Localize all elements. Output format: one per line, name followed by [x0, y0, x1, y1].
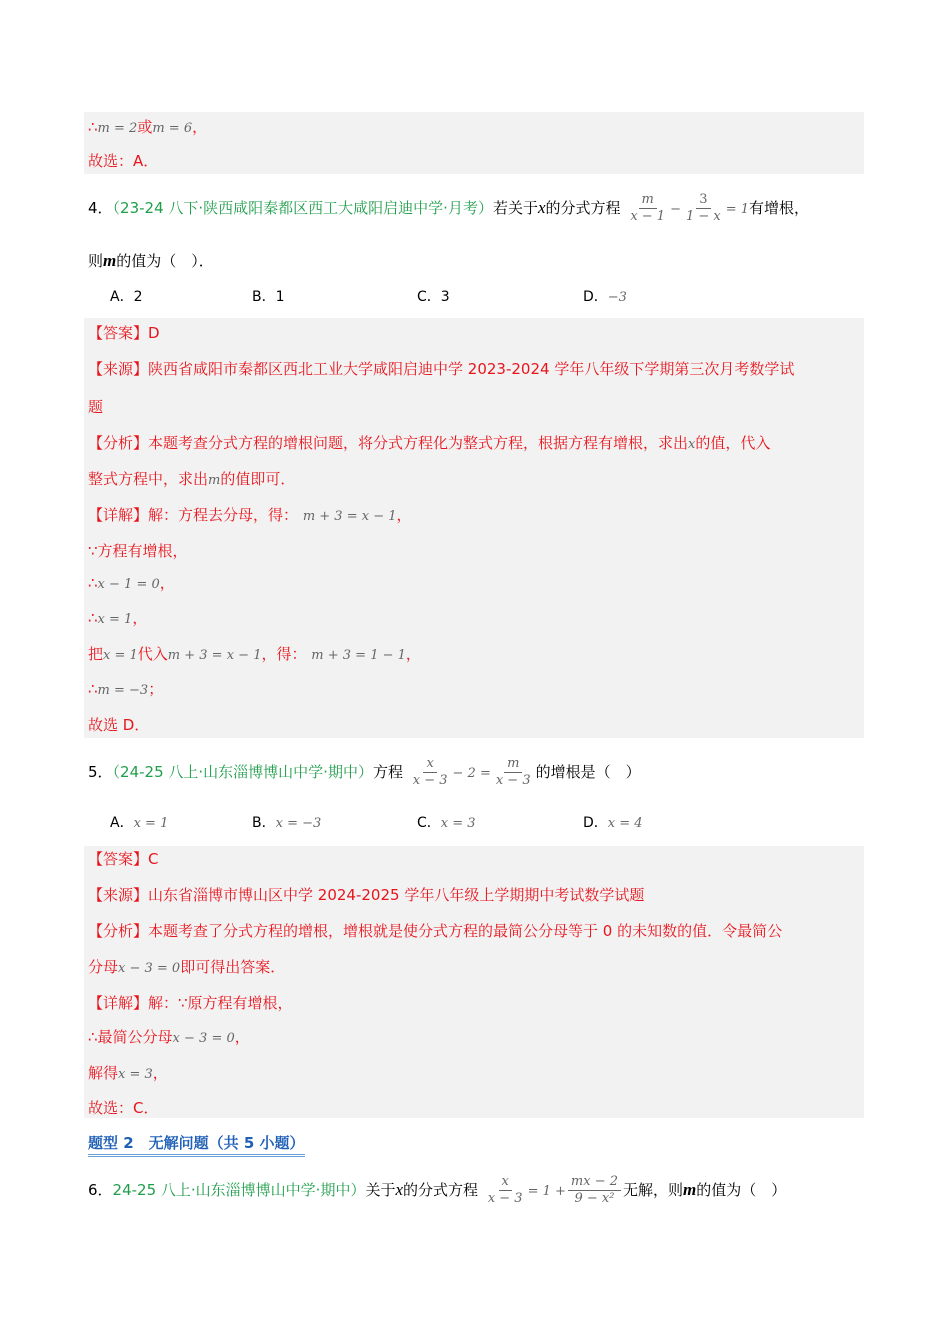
prev-conclusion: ∴m = 2或m = 6， [88, 118, 208, 136]
q5-detail: 【详解】解：∵原方程有增根， [88, 994, 293, 1012]
q4-option-b[interactable]: B．1 [252, 289, 285, 305]
q5-fraction-1: $\frac{x}{x - 3}$ [412, 756, 448, 788]
q4-step-2: ∴x − 1 = 0， [88, 574, 175, 592]
q4-fraction-2: $\frac{3}{1 - x}$ [685, 192, 721, 224]
q4-solution-block [84, 318, 864, 738]
q5-analysis: 【分析】本题考查了分式方程的增根，增根就是使分式方程的最简公分母等于 0 的未知数的值．令最简公 [88, 922, 783, 940]
q5-answer: 【答案】C [88, 850, 159, 868]
q5-choice: 故选：C． [88, 1099, 159, 1117]
q5-fraction-2: $\frac{m}{x - 3}$ [495, 756, 531, 788]
q4-analysis: 【分析】本题考查分式方程的增根问题，将分式方程化为整式方程，根据方程有增根，求出x的值，代入 [88, 434, 771, 452]
q5-option-d[interactable]: D．x = 4 [583, 815, 643, 831]
q4-option-c[interactable]: C．3 [417, 289, 450, 305]
q4-detail: 【详解】解：方程去分母，得： m + 3 = x − 1， [88, 506, 412, 524]
q4-step-5: ∴m = −3； [88, 680, 164, 698]
q5-option-b[interactable]: B．x = −3 [252, 815, 322, 831]
q4-fraction-1: $\frac{m}{x - 1}$ [630, 192, 666, 224]
q5-option-c[interactable]: C．x = 3 [417, 815, 476, 831]
q4-step-3: ∴x = 1， [88, 609, 148, 627]
q4-source: 【来源】陕西省咸阳市秦都区西北工业大学咸阳启迪中学 2023-2024 学年八年级下学期第三次月考数学试 [88, 360, 795, 378]
q5-stem: 5．（24-25 八上·山东淄博博山中学·期中）方程 $\frac{x}{x - 3}$ − 2 = $\frac{m}{x - 3}$ 的增根是（ ） [88, 756, 641, 788]
q6-stem: 6．24-25 八上·山东淄博博山中学·期中）关于x的分式方程 $\frac{x}{x - 3}$ = 1 + $\frac{mx - 2}{\text{9 − x²}}$ 无解，则m的值为（ ） [88, 1174, 787, 1206]
q4-step-1: ∵方程有增根， [88, 542, 188, 560]
q4-option-d[interactable]: D．−3 [583, 289, 627, 305]
q5-step-2: 解得x = 3， [88, 1064, 168, 1082]
q5-option-a[interactable]: A．x = 1 [110, 815, 169, 831]
q4-stem: 4．（23-24 八下·陕西咸阳秦都区西工大咸阳启迪中学·月考）若关于x的分式方程 $\frac{m}{x - 1}$ − $\frac{3}{1 - x}$ = 1有增根， [88, 192, 810, 224]
q4-step-4: 把x = 1代入m + 3 = x − 1，得： m + 3 = 1 − 1， [88, 645, 421, 663]
q5-source: 【来源】山东省淄博市博山区中学 2024-2025 学年八年级上学期期中考试数学试题 [88, 886, 645, 904]
prev-choice: 故选：A． [88, 152, 159, 170]
q4-option-a[interactable]: A．2 [110, 289, 143, 305]
q4-stem-line2: 则m的值为（ ）． [88, 251, 214, 270]
q5-analysis-cont: 分母x − 3 = 0即可得出答案． [88, 958, 286, 976]
q4-analysis-cont: 整式方程中，求出m的值即可． [88, 470, 296, 488]
q4-choice: 故选 D． [88, 716, 150, 734]
q6-fraction-1: $\frac{x}{x - 3}$ [487, 1174, 523, 1206]
q4-answer: 【答案】D [88, 324, 160, 342]
section-heading: 题型 2 无解问题（共 5 小题） [88, 1132, 305, 1157]
q6-fraction-2: $\frac{mx - 2}{\text{9 − x²}}$ [568, 1174, 621, 1207]
q4-source-cont: 题 [88, 398, 104, 416]
q5-step-1: ∴最简公分母x − 3 = 0， [88, 1028, 250, 1046]
